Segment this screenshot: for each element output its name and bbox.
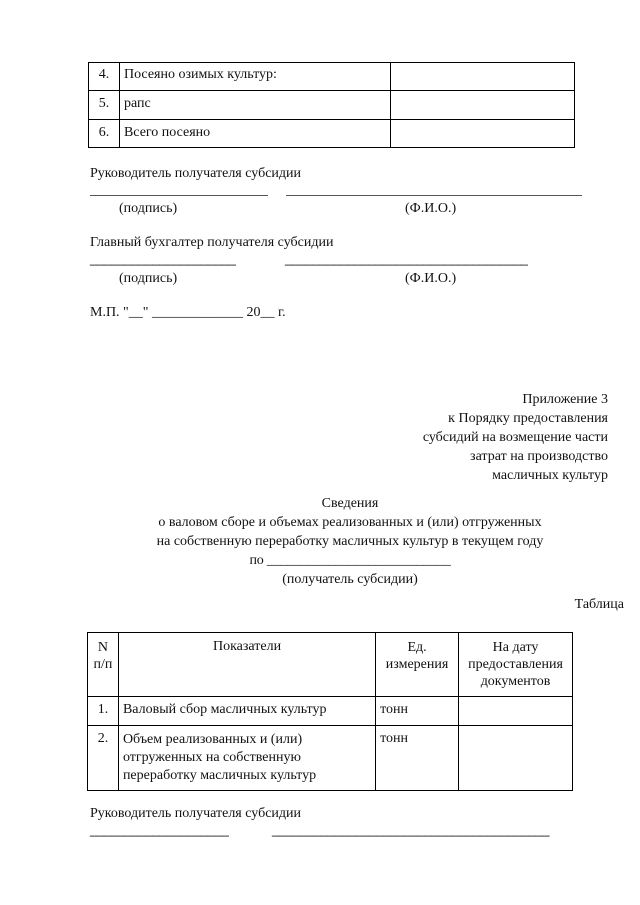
header-unit: Ед. измерения: [376, 633, 459, 697]
table-row: [89, 120, 575, 148]
row-number: 6.: [89, 120, 120, 148]
row-label: Валовый сбор масличных культур: [118, 697, 375, 726]
signature-caption: (подпись): [119, 271, 178, 286]
row-label: Посеяно озимых культур:: [119, 63, 390, 91]
row-number: 4.: [89, 63, 120, 91]
row-value[interactable]: [391, 120, 575, 148]
row-unit: тонн: [376, 726, 459, 791]
row-label: Объем реализованных и (или) отгруженных на собственную переработку масличных культур: [118, 726, 375, 791]
crops-table: [88, 62, 575, 148]
info-recipient-line: по ___________________________: [249, 553, 451, 568]
row-number: 2.: [88, 726, 119, 791]
row-value[interactable]: [391, 63, 575, 91]
appendix-line: к Порядку предоставления: [448, 411, 608, 426]
table-row: [89, 91, 575, 120]
signature-line: ____________________: [90, 822, 229, 837]
harvest-table: [87, 632, 573, 791]
table-row: [88, 726, 573, 791]
row-unit: тонн: [376, 697, 459, 726]
head-signature-title: Руководитель получателя субсидии: [90, 806, 302, 821]
row-value[interactable]: [459, 697, 573, 726]
row-label: рапс: [119, 91, 390, 120]
header-number: N п/п: [88, 633, 119, 697]
accountant-signature-title: Главный бухгалтер получателя субсидии: [90, 235, 334, 250]
header-indicators: Показатели: [118, 633, 375, 697]
name-line: [286, 195, 582, 196]
head-signature-title: Руководитель получателя субсидии: [90, 166, 302, 181]
name-line: ________________________________________: [272, 822, 550, 837]
row-number: 5.: [89, 91, 120, 120]
appendix-line: масличных культур: [492, 468, 608, 483]
info-title-block: [100, 494, 600, 589]
signature-caption: (подпись): [119, 201, 178, 216]
appendix-header: [423, 390, 608, 485]
row-label: Всего посеяно: [119, 120, 390, 148]
appendix-line: Приложение 3: [522, 392, 608, 407]
table-row: [88, 697, 573, 726]
name-caption: (Ф.И.О.): [405, 201, 457, 216]
name-line: ___________________________________: [285, 251, 528, 266]
info-line: о валовом сборе и объемах реализованных и (или) отгруженных: [158, 515, 542, 530]
info-recipient-caption: (получатель субсидии): [282, 572, 418, 587]
appendix-line: затрат на производство: [470, 449, 608, 464]
table-row: [89, 63, 575, 91]
stamp-date-line: М.П. "__" _____________ 20__ г.: [90, 305, 286, 320]
table-label: Таблица: [574, 597, 624, 612]
info-title: Сведения: [321, 496, 379, 511]
row-value[interactable]: [391, 91, 575, 120]
signature-line: _____________________: [90, 251, 236, 266]
info-line: на собственную переработку масличных культур в текущем году: [156, 534, 544, 549]
signature-line: [90, 195, 268, 196]
appendix-line: субсидий на возмещение части: [422, 430, 608, 445]
table-header-row: [88, 633, 573, 697]
row-value[interactable]: [459, 726, 573, 791]
header-date: На дату предоставления документов: [459, 633, 573, 697]
row-number: 1.: [88, 697, 119, 726]
name-caption: (Ф.И.О.): [405, 271, 457, 286]
